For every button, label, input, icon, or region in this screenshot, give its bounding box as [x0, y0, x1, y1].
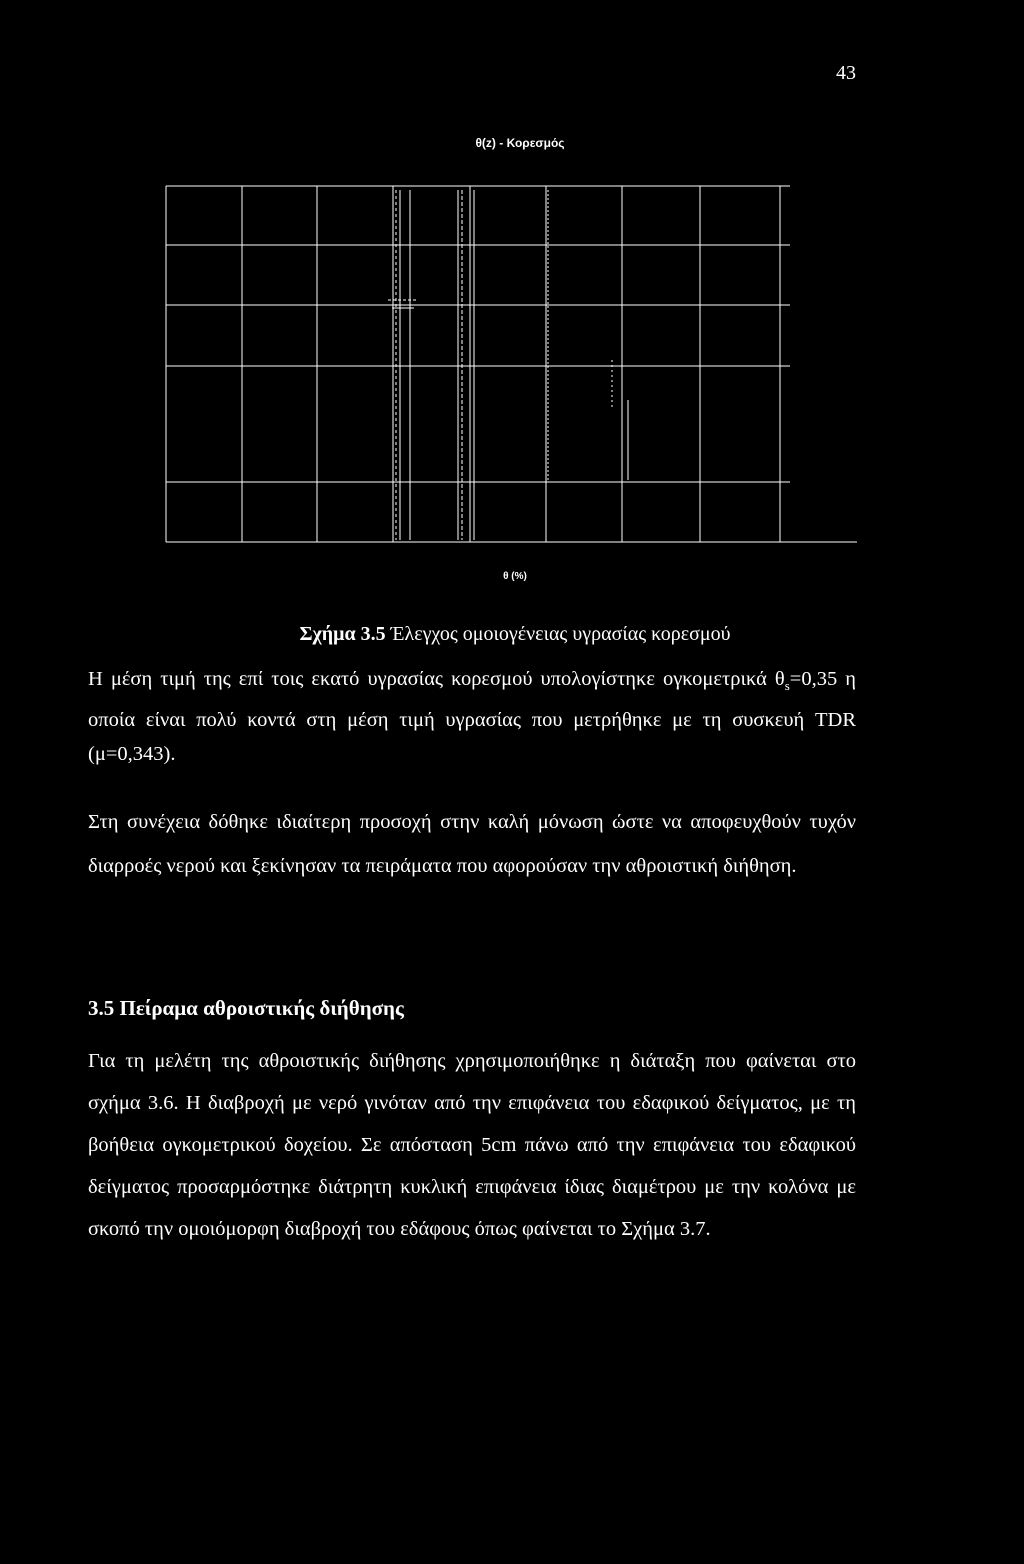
paragraph-infiltration-setup: Για τη μελέτη της αθροιστικής διήθησης χρησιμοποιήθηκε η διάταξη που φαίνεται στο σχήμα 3.6. Η διαβροχή με νερό γινόταν από την επιφάνεια του εδαφικού δείγματος, με τη βοήθεια ογκομετρικού δοχείου. Σε απόσταση 5cm πάνω από την επιφάνεια του εδαφικού δείγματος προσαρμόστηκε διάτρητη κυκλική επιφάνεια ίδιας διαμέτρου με την κολόνα με σκοπό την ομοιόμορφη διαβροχή του εδάφους όπως φαίνεται το Σχήμα 3.7.	[88, 1050, 856, 1240]
paragraph-saturation-moisture	[88, 662, 856, 771]
figure-caption-text: Έλεγχος ομοιογένειας υγρασίας κορεσμού	[390, 623, 731, 645]
paragraph-1-subscript: s	[784, 678, 790, 694]
section-heading: 3.5 Πείραμα αθροιστικής διήθησης	[88, 996, 404, 1020]
figure-caption	[150, 620, 880, 648]
chart-plot-area	[160, 180, 860, 550]
paragraph-1-part-a: Η μέση τιμή της επί τοις εκατό υγρασίας κορεσμού υπολογίστηκε ογκομετρικά θ	[88, 668, 785, 690]
paragraph-insulation: Στη συνέχεια δόθηκε ιδιαίτερη προσοχή στην καλή μόνωση ώστε να αποφευχθούν τυχόν διαρροές νερού και ξεκίνησαν τα πειράματα που αφορούσαν την αθροιστική διήθηση.	[88, 811, 856, 877]
chart-gridlines	[166, 186, 857, 542]
chart-title: θ(z) - Κορεσμός	[475, 136, 565, 150]
figure-caption-label: Σχήμα 3.5	[299, 623, 386, 645]
page-number: 43	[836, 62, 856, 84]
x-axis-label: θ (%)	[503, 571, 527, 582]
paragraph-1-part-b: =0,35 η οποία είναι πολύ κοντά στη μέση τιμή υγρασίας που μετρήθηκε με τη συσκευή TDR (μ=0,343).	[88, 668, 856, 766]
